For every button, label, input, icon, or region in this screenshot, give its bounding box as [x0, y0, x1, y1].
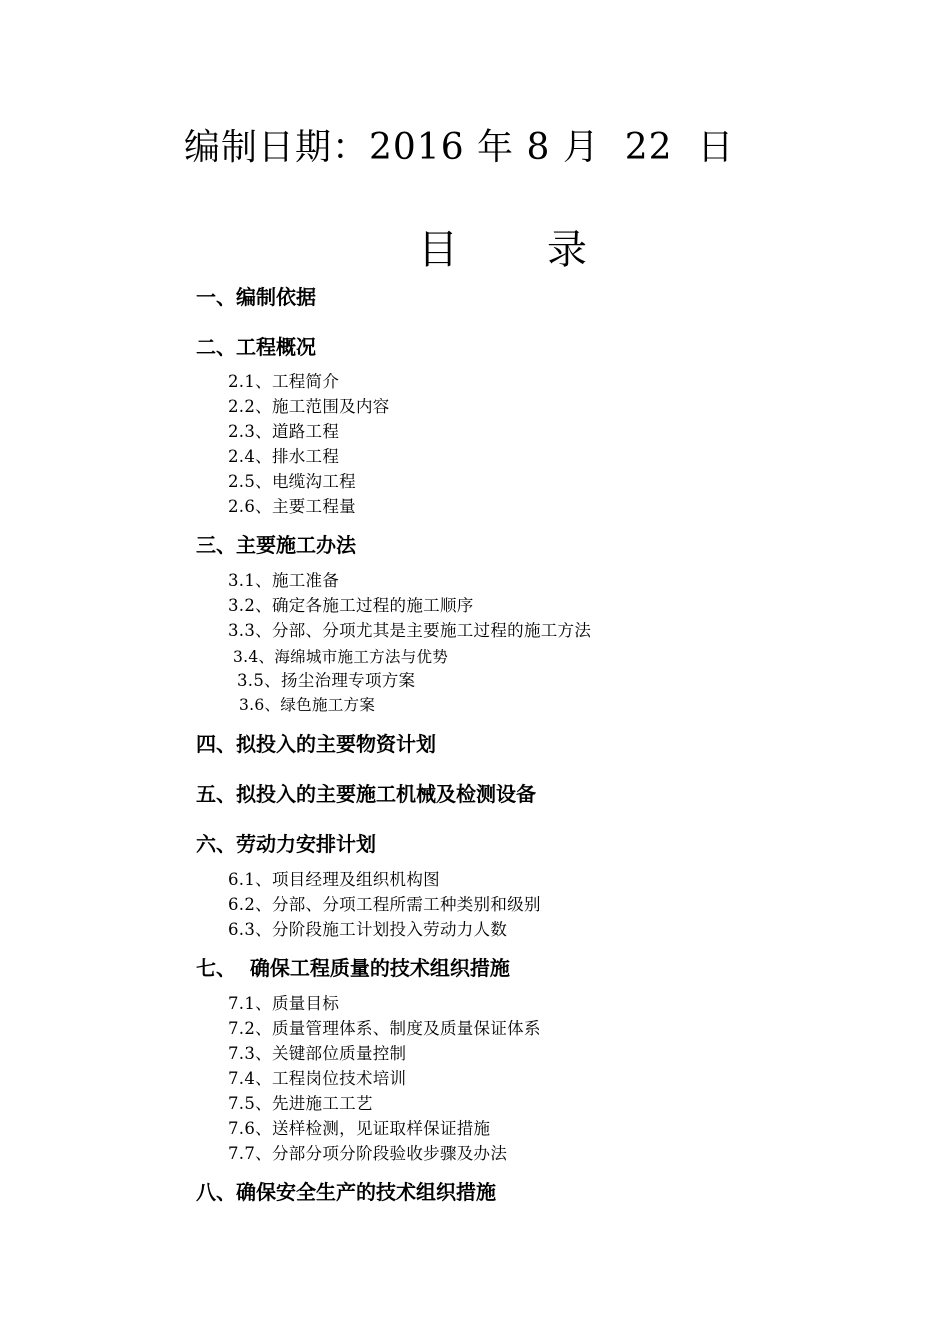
toc-item-7-2: 7.2、质量管理体系、制度及质量保证体系 [228, 1019, 541, 1038]
toc-section-8: 八、确保安全生产的技术组织措施 [196, 1180, 496, 1204]
date-line: 编制日期：2016 年 8 月 22 日 [184, 127, 735, 168]
toc-item-7-6: 7.6、送样检测，见证取样保证措施 [228, 1119, 491, 1138]
toc-item-2-1: 2.1、工程简介 [228, 372, 340, 391]
toc-item-3-4: 3.4、海绵城市施工方法与优势 [233, 648, 449, 666]
toc-item-7-5: 7.5、先进施工工艺 [228, 1094, 373, 1113]
toc-section-4: 四、拟投入的主要物资计划 [196, 732, 436, 756]
toc-item-2-4: 2.4、排水工程 [228, 447, 340, 466]
toc-item-7-7: 7.7、分部分项分阶段验收步骤及办法 [228, 1144, 508, 1163]
toc-item-2-6: 2.6、主要工程量 [228, 497, 356, 516]
toc-item-7-4: 7.4、工程岗位技术培训 [228, 1069, 407, 1088]
toc-section-1: 一、编制依据 [196, 285, 316, 309]
toc-section-5: 五、拟投入的主要施工机械及检测设备 [196, 782, 536, 806]
toc-item-6-2: 6.2、分部、分项工程所需工种类别和级别 [228, 895, 541, 914]
toc-section-7: 七、 确保工程质量的技术组织措施 [196, 956, 510, 980]
toc-title: 目 录 [418, 227, 588, 273]
toc-item-3-5: 3.5、扬尘治理专项方案 [237, 671, 416, 690]
toc-item-2-5: 2.5、电缆沟工程 [228, 472, 356, 491]
toc-item-6-3: 6.3、分阶段施工计划投入劳动力人数 [228, 920, 508, 939]
toc-section-6: 六、劳动力安排计划 [196, 832, 376, 856]
toc-item-3-6: 3.6、绿色施工方案 [239, 696, 376, 714]
toc-item-2-3: 2.3、道路工程 [228, 422, 340, 441]
toc-item-2-2: 2.2、施工范围及内容 [228, 397, 390, 416]
toc-item-7-3: 7.3、关键部位质量控制 [228, 1044, 407, 1063]
toc-item-6-1: 6.1、项目经理及组织机构图 [228, 870, 440, 889]
toc-section-3: 三、主要施工办法 [196, 533, 356, 557]
toc-section-2: 二、工程概况 [196, 335, 316, 359]
toc-item-3-3: 3.3、分部、分项尤其是主要施工过程的施工方法 [228, 621, 592, 640]
toc-item-3-2: 3.2、确定各施工过程的施工顺序 [228, 596, 474, 615]
toc-item-7-1: 7.1、质量目标 [228, 994, 340, 1013]
toc-item-3-1: 3.1、施工准备 [228, 571, 340, 590]
